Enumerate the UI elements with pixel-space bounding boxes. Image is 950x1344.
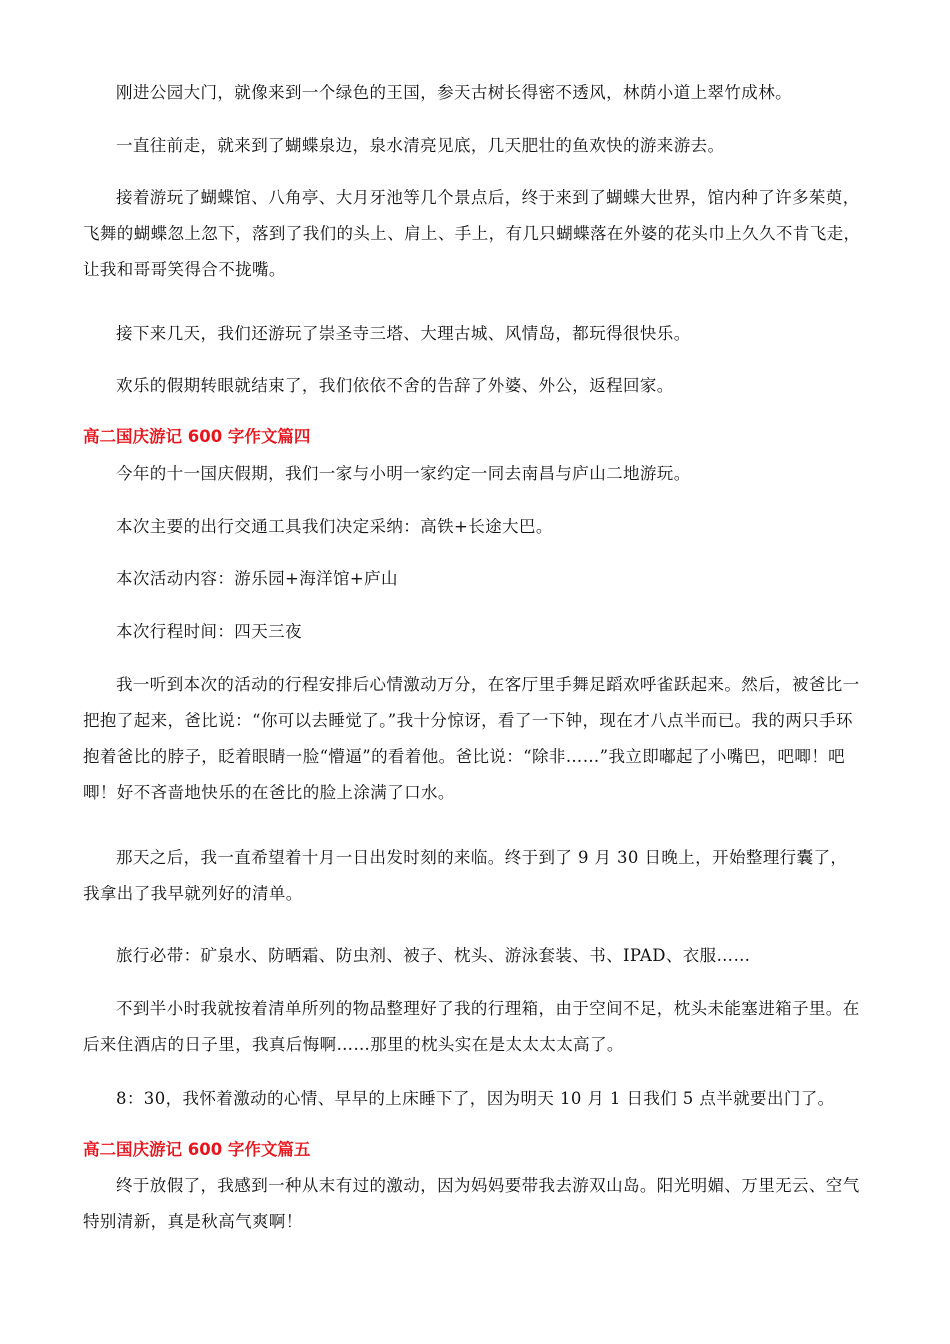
paragraph: 旅行必带：矿泉水、防晒霜、防虫剂、被子、枕头、游泳套装、书、IPAD、衣服…… bbox=[116, 946, 751, 965]
paragraph: 本次活动内容：游乐园+海洋馆+庐山 bbox=[116, 569, 398, 588]
paragraph: 那天之后，我一直希望着十月一日出发时刻的来临。终于到了 9 月 30 日晚上，开始整理行囊了，我拿出了我早就列好的清单。 bbox=[83, 848, 848, 903]
section-heading: 高二国庆游记 600 字作文篇五 bbox=[83, 1140, 311, 1159]
paragraph: 终于放假了，我感到一种从末有过的激动，因为妈妈要带我去游双山岛。阳光明媚、万里无云、空气特别清新，真是秋高气爽啊！ bbox=[83, 1176, 860, 1231]
paragraph: 欢乐的假期转眼就结束了，我们依依不舍的告辞了外婆、外公，返程回家。 bbox=[116, 376, 674, 395]
paragraph: 8：30，我怀着激动的心情、早早的上床睡下了，因为明天 10 月 1 日我们 5 点半就要出门了。 bbox=[116, 1089, 835, 1108]
paragraph: 一直往前走，就来到了蝴蝶泉边，泉水清亮见底，几天肥壮的鱼欢快的游来游去。 bbox=[116, 136, 725, 155]
paragraph: 我一听到本次的活动的行程安排后心情激动万分，在客厅里手舞足蹈欢呼雀跃起来。然后，被爸比一把抱了起来，爸比说：“你可以去睡觉了。”我十分惊讶，看了一下钟，现在才八点半而已。我的两只手环抱着爸比的脖子，眨着眼睛一脸“懵逼”的看着他。爸比说：“除非……”我立即嘟起了小嘴巴，吧唧！吧唧！好不吝啬地快乐的在爸比的脸上涂满了口水。 bbox=[83, 675, 860, 802]
paragraph: 刚进公园大门，就像来到一个绿色的王国，参天古树长得密不透风，林荫小道上翠竹成林。 bbox=[116, 83, 792, 102]
paragraph: 今年的十一国庆假期，我们一家与小明一家约定一同去南昌与庐山二地游玩。 bbox=[116, 464, 691, 483]
paragraph: 接下来几天，我们还游玩了崇圣寺三塔、大理古城、风情岛，都玩得很快乐。 bbox=[116, 324, 691, 343]
section-heading: 高二国庆游记 600 字作文篇四 bbox=[83, 427, 311, 446]
paragraph: 接着游玩了蝴蝶馆、八角亭、大月牙池等几个景点后，终于来到了蝴蝶大世界，馆内种了许多茱萸，飞舞的蝴蝶忽上忽下，落到了我们的头上、肩上、手上，有几只蝴蝶落在外婆的花头巾上久久不肯飞走，让我和哥哥笑得合不拢嘴。 bbox=[83, 188, 861, 279]
paragraph: 不到半小时我就按着清单所列的物品整理好了我的行理箱，由于空间不足，枕头未能塞进箱子里。在后来住酒店的日子里，我真后悔啊……那里的枕头实在是太太太太高了。 bbox=[83, 999, 860, 1054]
paragraph: 本次主要的出行交通工具我们决定采纳：高铁+长途大巴。 bbox=[116, 517, 553, 536]
paragraph: 本次行程时间：四天三夜 bbox=[116, 622, 302, 641]
